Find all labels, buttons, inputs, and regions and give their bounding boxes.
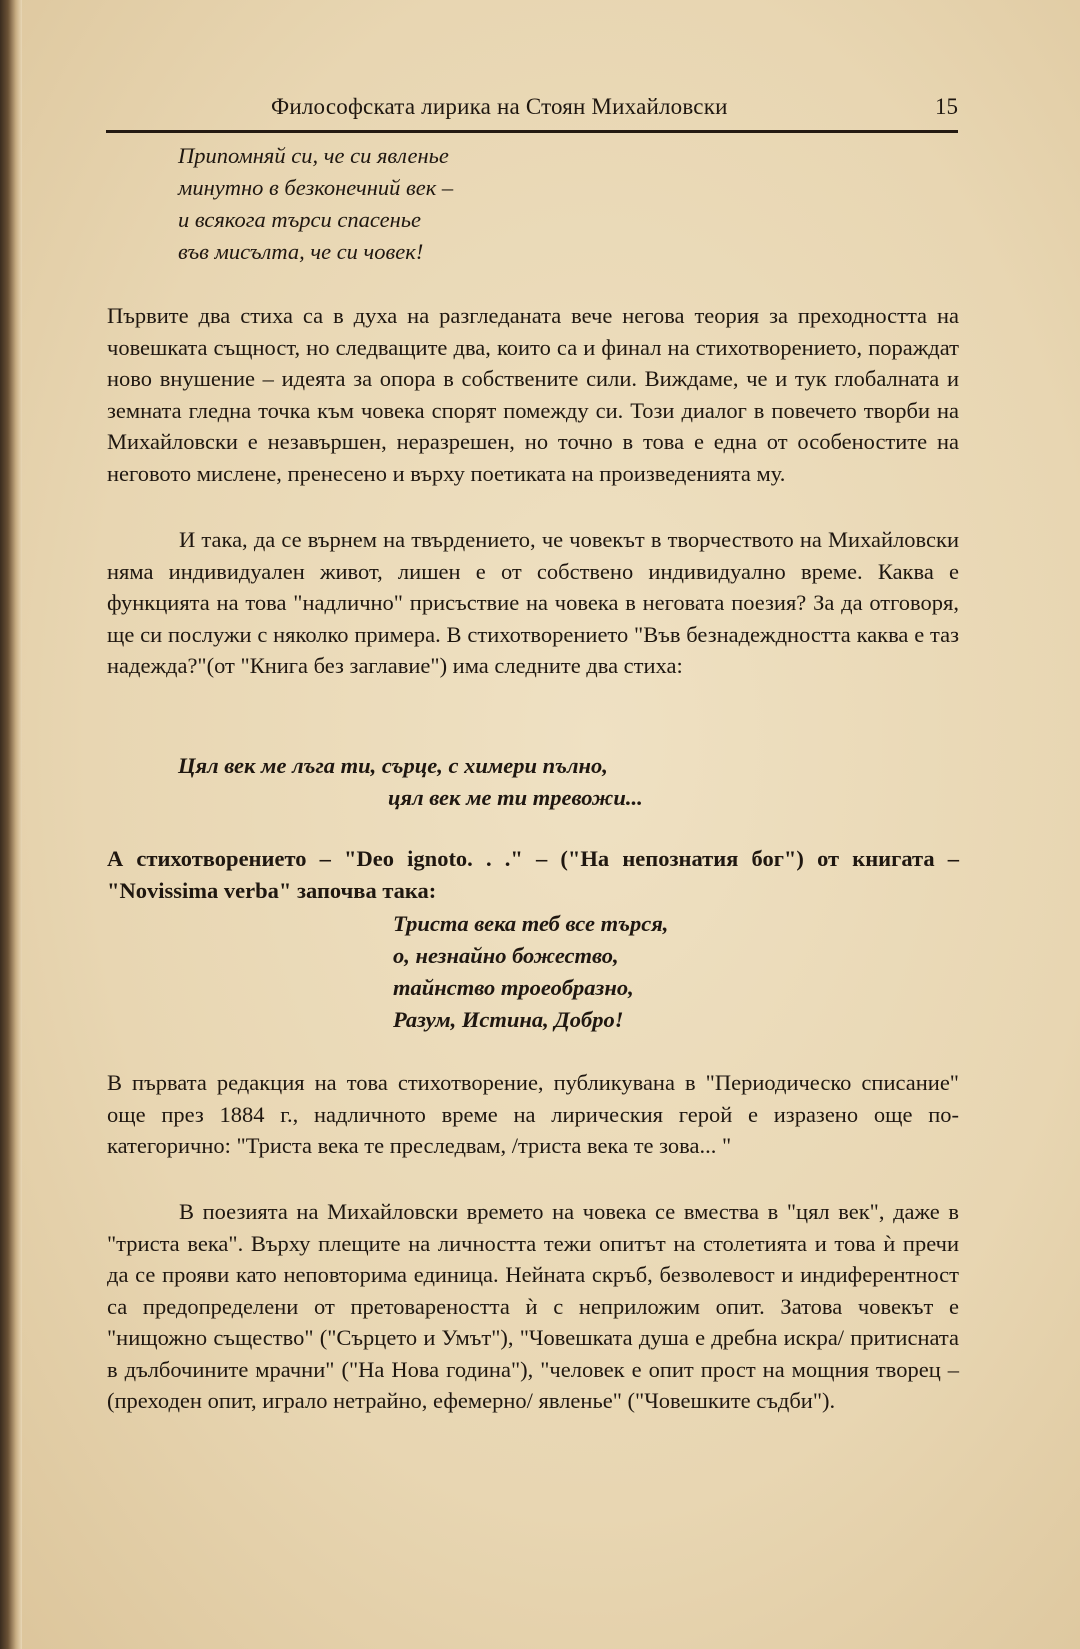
poem-quote-1 <box>178 140 453 268</box>
running-header <box>106 92 958 133</box>
poem-line: Цял век ме лъга ти, сърце, с химери пълно, <box>178 753 608 778</box>
paragraph-5: В поезията на Михайловски времето на човека се вмества в "цял век", даже в "триста века". Върху плещите на личността тежи опитът на столетията и това ѝ пречи да се прояви като неповторима единица. Нейната скръб, безволевост и индиферентност са предопределени от претовареността ѝ с неприложим опит. Затова човекът е "нищожно същество" ("Сърцето и Умът"), "Човешката душа е дребна искра/ притисната в дълбочините мрачни" ("На Нова година"), "человек е опит прост на мощния творец – (преходен опит, играло нетрайно, ефемерно/ явленье" ("Човешките съдби"). <box>107 1199 959 1413</box>
poem-line: Припомняй си, че си явленье <box>178 143 449 168</box>
book-spine-shadow <box>0 0 22 1649</box>
paragraph-1: Първите два стиха са в духа на разгледаната вече негова теория за преходността на човешката същност, но следващите два, които са и финал на стихотворението, пораждат ново внушение – идеята за опора в собствените сили. Виждаме, че и тук глобалната и земната гледна точка към човека спорят помежду си. Този диалог в повечето творби на Михайловски е незавършен, неразрешен, но точно в това е една от особеностите на неговото мислене, пренесено и върху поетиката на произведенията му. <box>107 303 959 486</box>
poem-line: и всякога търси спасенье <box>178 207 421 232</box>
poem-line: минутно в безконечний век – <box>178 175 454 200</box>
poem-quote-3 <box>393 908 668 1036</box>
poem-line: във мисълта, че си човек! <box>178 239 424 264</box>
poem-line: Разум, Истина, Добро! <box>393 1007 624 1032</box>
paragraph-3: А стихотворението – "Deo ignoto. . ." – ("На непознатия бог") от книгата – "Novissima verba" започва така: <box>107 846 959 903</box>
page-number: 15 <box>935 94 958 119</box>
poem-line: цял век ме ти тревожи... <box>388 785 643 810</box>
poem-line: Триста века теб все търся, <box>393 911 669 936</box>
poem-line: тайнство троеобразно, <box>393 975 634 1000</box>
paragraph-4: В първата редакция на това стихотворение, публикувана в "Периодическо списание" още през 1884 г., надличното време на лирическия герой е изразено още по-категорично: "Триста века те преследвам, /триста века те зова... " <box>107 1070 959 1158</box>
poem-line: о, незнайно божество, <box>393 943 619 968</box>
paragraph-2: И така, да се върнем на твърдението, че човекът в творчеството на Михайловски няма индивидуален живот, лишен е от собствено индивидуално време. Каква е функцията на това "надлично" присъствие на човека в неговата поезия? За да отговоря, ще си послужи с няколко примера. В стихотворението "Във безнадеждността каква е таз надежда?"(от "Книга без заглавие") има следните два стиха: <box>107 527 959 678</box>
header-title: Философската лирика на Стоян Михайловски <box>271 94 728 119</box>
poem-quote-2 <box>178 750 643 814</box>
